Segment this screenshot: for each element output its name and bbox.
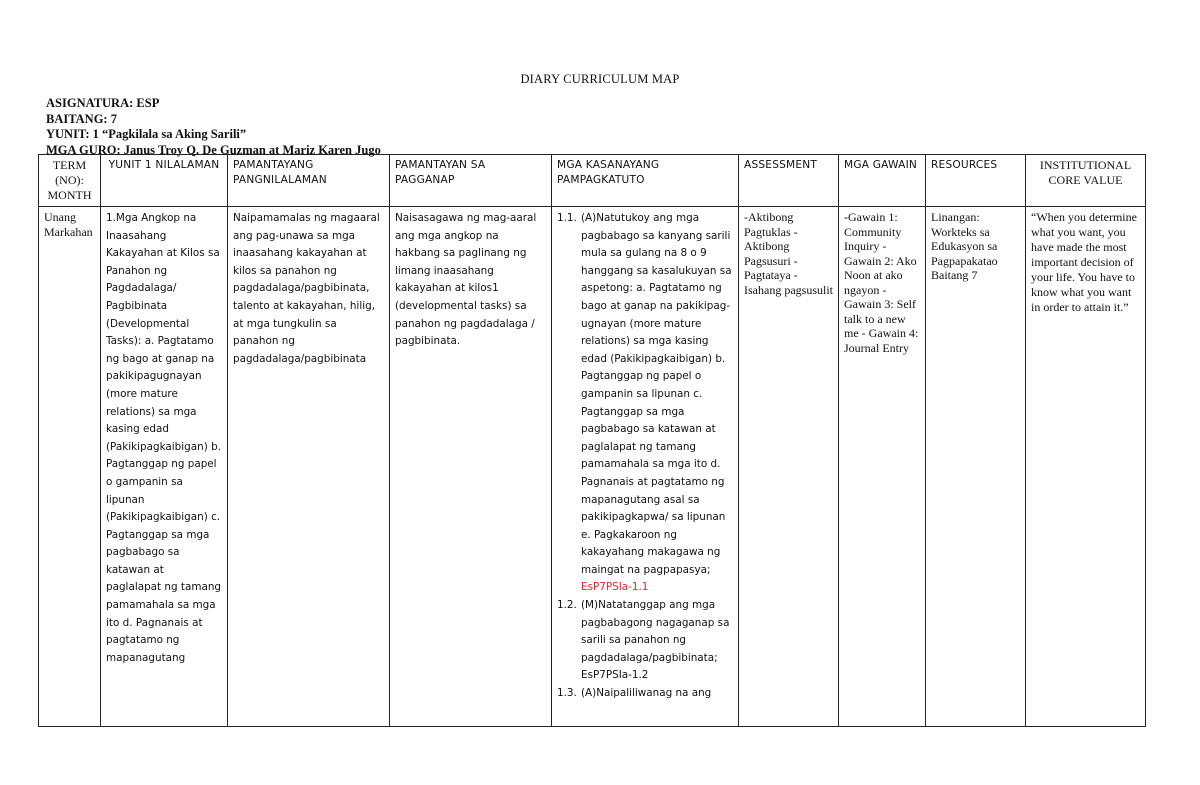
header-pamantayan-sa-pagganap: PAMANTAYAN SA PAGGANAP: [390, 155, 552, 207]
cell-kasanayang-pampagkatuto: [552, 207, 739, 727]
competency-item: [557, 210, 733, 597]
meta-yunit: YUNIT: 1 “Pagkilala sa Aking Sarili”: [46, 127, 247, 141]
document-title: DIARY CURRICULUM MAP: [520, 72, 680, 86]
header-assessment: ASSESSMENT: [739, 155, 839, 207]
document-meta: [46, 96, 381, 158]
meta-baitang: BAITANG: 7: [46, 111, 117, 126]
competency-code: EsP7PSIa-1.1: [581, 581, 649, 594]
competency-code: EsP7PSIa-1.2: [581, 669, 649, 682]
header-yunit: YUNIT 1 NILALAMAN: [101, 155, 228, 207]
cell-pamantayang-pangnilalaman: Naipamamalas ng magaaral ang pag-unawa sa mga inaasahang kakayahan at kilos sa panahon ng pagdadalaga/pagbibinata, talento at kakayahan, hilig, at mga tungkulin sa panahon ng pagdadalaga/pagbibinata: [228, 207, 390, 727]
cell-pamantayan-sa-pagganap: Naisasagawa ng mag-aaral ang mga angkop na hakbang sa paglinang ng limang inaasahang kakayahan at kilos1 (developmental tasks) sa panahon ng pagdadalaga / pagbibinata.: [390, 207, 552, 727]
cell-core-value: “When you determine what you want, you have made the most important decision of your life. You have to know what you want in order to attain it.”: [1026, 207, 1146, 727]
content-row: [39, 207, 1146, 727]
competency-number: 1.2.: [557, 599, 577, 612]
header-kasanayang-pampagkatuto: MGA KASANAYANG PAMPAGKATUTO: [552, 155, 739, 207]
competency-text: (M)Natatanggap ang mga pagbabagong nagaganap sa sarili sa panahon ng pagdadalaga/pagbibinata;: [581, 599, 730, 664]
meta-asignatura: ASIGNATURA: ESP: [46, 96, 160, 110]
competency-item: [557, 597, 733, 685]
cell-term: Unang Markahan: [39, 207, 101, 727]
competency-text: (A)Naipaliliwanag na ang: [581, 687, 712, 700]
cell-mga-gawain: -Gawain 1: Community Inquiry - Gawain 2: Ako Noon at ako ngayon -Gawain 3: Self talk to a new me - Gawain 4: Journal Entry: [839, 207, 926, 727]
curriculum-map-table: [38, 154, 1146, 727]
competency-number: 1.3.: [557, 687, 577, 700]
header-row: [39, 155, 1146, 207]
header-core-value: INSTITUTIONAL CORE VALUE: [1026, 155, 1146, 207]
header-resources: RESOURCES: [926, 155, 1026, 207]
cell-resources: Linangan: Workteks sa Edukasyon sa Pagpapakatao Baitang 7: [926, 207, 1026, 727]
competency-item: [557, 685, 733, 703]
header-mga-gawain: MGA GAWAIN: [839, 155, 926, 207]
competency-number: 1.1.: [557, 212, 577, 224]
cell-assessment: -Aktibong Pagtuklas - Aktibong Pagsusuri - Pagtataya - Isahang pagsusulit: [739, 207, 839, 727]
header-term: TERM (NO): MONTH: [39, 155, 101, 207]
cell-nilalaman: 1.Mga Angkop na Inaasahang Kakayahan at Kilos sa Panahon ng Pagdadalaga/ Pagbibinata (Developmental Tasks): a. Pagtatamo ng bago at ganap na pakikipagugnayan (more mature relations) sa mga kasing edad (Pakikipagkaibigan) b. Pagtanggap ng papel o gampanin sa lipunan (Pakikipagkaibigan) c. Pagtanggap sa mga pagbabago sa katawan at paglalapat ng tamang pamamahala sa mga ito d. Pagnanais at pagtatamo ng mapanagutang: [101, 207, 228, 727]
meta-guro: MGA GURO: Janus Troy Q. De Guzman at Mariz Karen Jugo: [46, 142, 381, 157]
competency-list: [557, 210, 733, 703]
header-pamantayang-pangnilalaman: PAMANTAYANG PANGNILALAMAN: [228, 155, 390, 207]
competency-text: (A)Natutukoy ang mga pagbabago sa kanyang sarili mula sa gulang na 8 o 9 hanggang sa kasalukuyan sa aspetong: a. Pagtatamo ng bago at ganap na pakikipag-ugnayan (more mature relations) sa mga kasing edad (Pakikipagkaibigan) b. Pagtanggap ng papel o gampanin sa lipunan c. Pagtanggap sa mga pagbabago sa katawan at paglalapat ng tamang pamamahala sa mga ito d. Pagnanais at pagtatamo ng mapanagutang asal sa pakikipagkapwa/ sa lipunan e. Pagkakaroon ng kakayahang makagawa ng maingat na pagpapasya;: [581, 212, 732, 576]
